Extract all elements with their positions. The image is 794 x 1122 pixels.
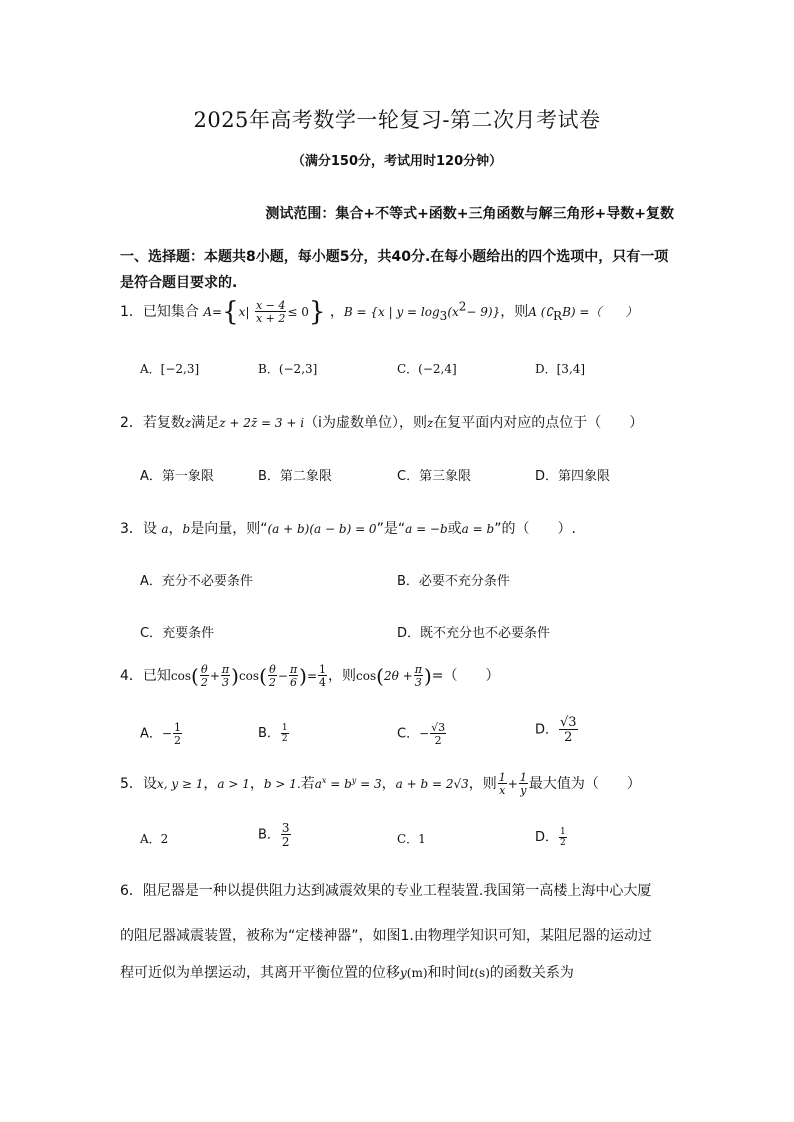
- q4-tail: =（ ）: [431, 668, 500, 684]
- q4-number: 4．: [120, 668, 143, 684]
- q4-cos-3: cos: [356, 669, 377, 683]
- exam-subtitle: （满分150分，考试用时120分钟）: [291, 154, 503, 169]
- q1-set-b-tail: (x: [447, 305, 459, 319]
- q1-set-b: B = {x | y = log: [343, 305, 440, 319]
- q2-text-pre: 若复数: [142, 415, 185, 431]
- question-4: 4．已知cos( $\frac{\theta}{2}$ + $\frac{\pi}{3}$ )cos( $\frac{\theta}{2}$ − $\frac{\pi}{6}$ )= $\frac{1}{4}$ ，则cos(2θ + $\frac{\pi}{3}$ )=（ ）: [120, 663, 500, 689]
- q5-cond5: a + b = 2√3: [395, 777, 469, 791]
- q3-option-d[interactable]: D．既不充分也不必要条件: [397, 626, 551, 641]
- q4-prefix: 已知: [142, 668, 171, 684]
- q4-then: ，则: [328, 668, 357, 684]
- q5-option-a[interactable]: A．2: [140, 832, 169, 846]
- q1-number: 1．: [120, 304, 143, 320]
- test-scope: 测试范围：集合+不等式+函数+三角函数与解三角形+导数+复数: [265, 206, 674, 222]
- q1-expr-sub: R: [553, 308, 563, 323]
- q6-ym: (m): [406, 966, 428, 980]
- q5-cond2: a > 1: [217, 777, 250, 791]
- q3-or: 或: [447, 521, 462, 537]
- q5-then: ，则: [468, 776, 497, 792]
- q1-then: ，则: [500, 304, 529, 320]
- q4-option-d[interactable]: D． $\frac{√3}{2}$: [535, 715, 577, 745]
- q5-option-b[interactable]: B． $\frac{3}{2}$: [258, 821, 290, 849]
- q4-cos-2: cos: [238, 669, 260, 683]
- q3-text-pre: 设: [142, 521, 157, 537]
- q3-text-mid: 是向量，则“: [190, 521, 268, 537]
- q3-number: 3．: [120, 521, 143, 537]
- q3-expr3: a = b: [461, 522, 495, 536]
- q1-prefix: 已知集合: [142, 304, 199, 320]
- q3-option-c[interactable]: C．充要条件: [140, 626, 215, 641]
- q1-expr-tail: B) =（ ）: [562, 305, 638, 319]
- q6-line3-pre: 程可近似为单摆运动，其离开平衡位置的位移: [120, 965, 400, 981]
- exam-title: 2025年高考数学一轮复习-第二次月考试卷: [193, 108, 601, 132]
- q6-t: t: [469, 966, 475, 980]
- q4-option-c[interactable]: C．− $\frac{√3}{2}$: [397, 721, 446, 747]
- q6-ts: (s): [474, 966, 490, 980]
- q4-cos-1: cos: [170, 669, 192, 683]
- q2-z: z: [184, 416, 192, 430]
- q6-y: y: [400, 966, 407, 980]
- q2-option-a[interactable]: A．第一象限: [140, 469, 214, 484]
- q2-number: 2．: [120, 415, 143, 431]
- q4-frac-pi-3: $\frac{\pi}{3}$: [221, 663, 230, 689]
- section-heading: 一、选择题：本题共8小题，每小题5分，共40分.在每小题给出的四个选项中，只有一项是符合题目要求的.: [120, 249, 669, 291]
- q1-expr: A (∁: [528, 305, 554, 319]
- q2-text-mid: 满足: [191, 415, 220, 431]
- q3-text-post: ”的（ ）.: [494, 521, 576, 537]
- q2-option-d[interactable]: D．第四象限: [535, 469, 611, 484]
- q2-text-post: （i为虚数单位），则: [304, 415, 427, 431]
- q6-post: 的函数关系为: [489, 965, 574, 981]
- q4-frac-quarter: $\frac{1}{4}$: [319, 663, 327, 689]
- q5-cond4: $a^x = b^y = 3$: [314, 776, 382, 791]
- q2-equation: z + 2z̄ = 3 + i: [219, 416, 305, 430]
- question-1: 1．已知集合 A={x| $\frac{x - 4}{x + 2}$ ≤ 0} ，B = {x | $y = \log_3(x^2- 9)$}，则A $(∁_RB)$ =（ ）: [120, 297, 638, 327]
- q5-cond1: x, y ≥ 1: [156, 777, 204, 791]
- q1-set-a-name: A: [203, 305, 213, 319]
- q3-b: b: [182, 522, 191, 536]
- question-6-line-1: [120, 880, 651, 900]
- q4-two-theta: 2θ +: [383, 669, 413, 683]
- question-3: 3．设 a，b是向量，则“(a + b)(a − b) = 0”是“a = −b或a = b”的（ ）.: [120, 521, 576, 537]
- q1-set-b-tail2: − 9)}: [466, 305, 501, 319]
- q3-option-b[interactable]: B．必要不充分条件: [397, 574, 510, 589]
- q5-frac-1-x: $\frac{1}{x}$: [498, 771, 506, 797]
- q1-frac-den: x + 2: [255, 312, 286, 325]
- q4-option-a[interactable]: A．− $\frac{1}{2}$: [140, 721, 181, 747]
- q1-option-c[interactable]: C．(−2,4]: [397, 362, 457, 376]
- question-2: [120, 412, 643, 432]
- q6-line2: 的阻尼器减震装置，被称为“定楼神器”，如图1.由物理学知识可知，某阻尼器的运动过: [120, 928, 652, 944]
- q5-prefix: 设: [142, 776, 157, 792]
- q1-fraction: [255, 300, 286, 324]
- q1-log-base: 3: [439, 308, 448, 323]
- q3-a: a: [161, 522, 169, 536]
- q2-text-post2: 在复平面内对应的点位于（ ）: [433, 415, 644, 431]
- q5-number: 5．: [120, 776, 143, 792]
- q1-option-a[interactable]: A．[−2,3]: [140, 362, 200, 376]
- question-6-line-3: [120, 962, 574, 982]
- q6-number: 6．: [120, 883, 143, 899]
- q2-z-again: z: [426, 416, 434, 430]
- q1-set-a-var: x: [238, 305, 246, 319]
- q5-option-c[interactable]: C．1: [397, 832, 426, 846]
- q3-text-mid2: ”是“: [376, 521, 406, 537]
- q5-option-d[interactable]: D． $\frac{1}{2}$: [535, 826, 566, 848]
- q4-option-b[interactable]: B． $\frac{1}{2}$: [258, 722, 288, 744]
- q2-option-c[interactable]: C．第三象限: [397, 469, 472, 484]
- q1-option-d[interactable]: D．[3,4]: [535, 362, 586, 376]
- q6-mid: 和时间: [427, 965, 470, 981]
- q2-option-b[interactable]: B．第二象限: [258, 469, 332, 484]
- q4-frac-pi-6: $\frac{\pi}{6}$: [289, 663, 298, 689]
- q3-expr2: a = −b: [405, 522, 448, 536]
- q1-le-zero: ≤ 0: [287, 305, 309, 319]
- q4-frac-pi-3b: $\frac{\pi}{3}$: [414, 663, 422, 689]
- q1-option-b[interactable]: B．(−2,3]: [258, 362, 318, 376]
- q6-line1: 阻尼器是一种以提供阻力达到减震效果的专业工程装置.我国第一高楼上海中心大厦: [142, 883, 652, 899]
- q5-ruo: 若: [300, 776, 315, 792]
- q5-frac-1-y: $\frac{1}{y}$: [519, 771, 527, 797]
- q4-frac-theta-1: $\frac{\theta}{2}$: [200, 663, 208, 689]
- q3-expr1: (a + b)(a − b) = 0: [267, 522, 377, 536]
- q5-cond3: b > 1.: [263, 777, 301, 791]
- q4-frac-theta-2: $\frac{\theta}{2}$: [268, 663, 276, 689]
- q3-option-a[interactable]: A．充分不必要条件: [140, 574, 253, 589]
- q5-post: 最大值为（ ）: [528, 776, 641, 792]
- q1-frac-num: x − 4: [255, 299, 286, 312]
- question-5: 5．设x, y ≥ 1，a > 1，b > 1.若$a^x = b^y = 3$，a + b = 2√3，则 $\frac{1}{x}$ + $\frac{1}{y}$ 最大值为（ ）: [120, 771, 641, 797]
